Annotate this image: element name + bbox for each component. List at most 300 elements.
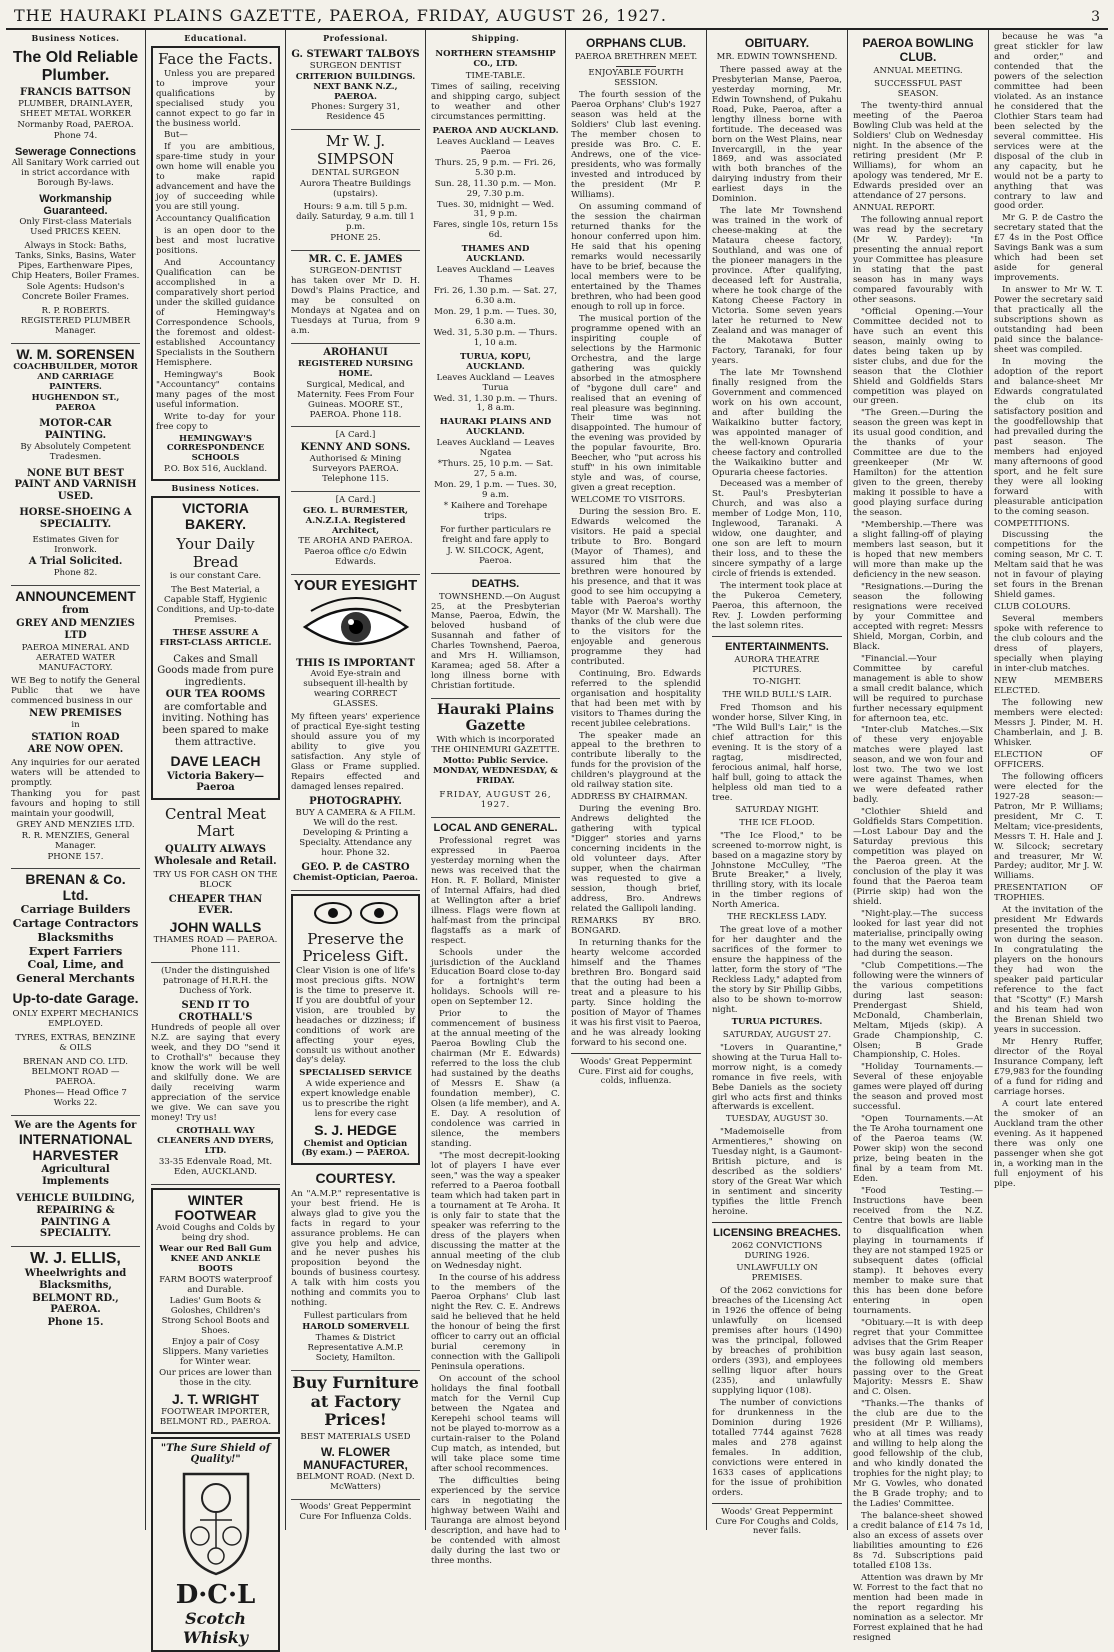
ad-line: has taken over Mr D. H. Dowd's Plains Practice, and may be consulted on Mondays at Ngatea and on Tuesdays at Turua, from 9 a.m. xyxy=(291,276,420,337)
ad-line: Thames & District Representative A.M.P. Society, Hamilton. xyxy=(307,1333,404,1364)
ad-name: GEO. P. de CASTRO xyxy=(301,861,410,873)
section-label: Business Notices. xyxy=(31,33,120,43)
article-paragraph: "Lovers in Quarantine," showing at the Turua Hall to-morrow night, is a comedy romance in five reels, with Bebe Daniels as the society girl who acts first and thinks afterwards is excellent. xyxy=(712,1042,842,1113)
ad-line: is an open door to the best and most lucrative positions. xyxy=(156,226,275,257)
ad-line: THESE ASSURE A FIRST-CLASS ARTICLE. xyxy=(159,627,272,648)
article-subheading: MR. EDWIN TOWNSHEND. xyxy=(716,51,838,62)
ad-name: AROHANUI xyxy=(323,347,388,359)
ad-subhead: Up-to-date Garage. xyxy=(12,989,139,1006)
ad-woods: Woods' Great Peppermint Cure For Coughs and Colds, never fails. xyxy=(715,1506,839,1537)
article-paragraph: In returning thanks for the hearty welcome accorded himself and the Thames brethren Bro. Bongard said that the outing had been a treat and a pleasure to his party. Since holding the position of Mayor of Thames it was his first visit to Paeroa, and he was already looking forward to his second one. xyxy=(571,937,701,1048)
ad-name: CROTHALL WAY CLEANERS AND DYERS, LTD. xyxy=(157,1126,274,1156)
ad-subhead: SPECIALISED SERVICE xyxy=(299,1068,412,1079)
ad-line: Coal, Lime, and xyxy=(27,958,124,972)
ad-harvester xyxy=(11,1116,140,1247)
column-2 xyxy=(146,30,286,1647)
ad-line: GREY AND MENZIES LTD. xyxy=(16,819,135,830)
card-arohanui xyxy=(291,344,420,427)
ad-subhead: THAMES AND AUCKLAND. xyxy=(461,244,530,265)
ad-subhead: Sewerage Connections xyxy=(14,145,137,158)
ad-headline: Your Daily Bread xyxy=(176,535,255,571)
ad-line: If you are ambitious, spare-time study in your own home will enable you to make rapid advancement and have the joy of succeeding while you are still young. xyxy=(156,142,275,213)
article-crosshead: REMARKS BY BRO. BONGARD. xyxy=(571,915,701,936)
ad-line: SURGEON-DENTIST xyxy=(309,265,402,276)
article-paragraph: "Thanks.—The thanks of the club are due to the president (Mr P. Williams), who at all times was ready and willing to help along the good fellowship of the club, and who kindly donated the trophies for the night play; to Mr G. Vowles, who donated the B Grade trophy; and to the Ladies' Committee. xyxy=(853,1399,983,1510)
ad-line: SURGEON DENTIST xyxy=(309,60,402,71)
ad-line: A wide experience and expert knowledge enable us to prescribe the right lens for every case xyxy=(300,1079,411,1120)
article-paragraph: Several members spoke with reference to the club colours and the dress of players, specially when playing in inter-club matches. xyxy=(994,614,1103,675)
article-paragraph: During the evening Bro. Andrews delighted the gathering with typical "Digger" stories and yarns concerning incidents in the old volunteer days. After supper, when the chairman was requested to give a session, though brief, address, Bro. Andrews related the Gallipoli landing. xyxy=(571,804,701,914)
ad-name: BRENAN & Co. Ltd. xyxy=(25,871,126,903)
article-subheading: AURORA THEATRE PICTURES. xyxy=(734,654,820,675)
ad-name: FRANCIS BATTSON xyxy=(20,87,131,99)
article-paragraph: The number of convictions for drunkenness in the Dominion during 1926 totalled 7744 against 7628 males and 278 against females. In addition, convictions were entered in 1633 cases of applications for the issue of prohibition orders. xyxy=(712,1397,842,1498)
ad-name: JOHN WALLS xyxy=(169,918,262,935)
ad-name: INTERNATIONAL HARVESTER xyxy=(18,1131,133,1163)
article-crosshead: ANNUAL REPORT. xyxy=(853,203,935,214)
card-burmester xyxy=(291,492,420,575)
ad-sorensen xyxy=(11,344,140,586)
ad-line: All Sanitary Work carried out in strict accordance with Borough By-laws. xyxy=(11,158,140,188)
ad-line: Carriage Builders xyxy=(20,903,131,917)
article-paragraph: The late Mr Townshend was trained in the work of cheese-making at the Mataura cheese factory, Southland, and was one of the pioneer managers in the province. After qualifying, deceased left for Australia, where he took charge of the Katong Cheese Factory in Victoria. Some seven years later he returned to New Zealand and was manager of the Makotawa Butter Factory, Taranaki, for four years. xyxy=(712,206,842,366)
ad-line: Victoria Bakery—Paeroa xyxy=(166,770,265,794)
ad-woods: Woods' Great Peppermint Cure For Influenza Colds. xyxy=(299,1501,412,1522)
article-paragraph: "The Green.—During the season the green was kept in its usual good condition, and the thanks of your Committee are due to the greenkeeper (Mr W. Hamilton) for the attention given to the green, thereby making it possible to have a good playing surface during the season. xyxy=(853,408,983,519)
ad-brenan xyxy=(11,869,140,1115)
ad-line: Avoid Coughs and Colds by being dry shod. xyxy=(156,1223,275,1244)
ad-line: PHONE 157. xyxy=(47,851,104,862)
ad-name: W. J. ELLIS, xyxy=(30,1249,121,1267)
ad-name: NORTHERN STEAMSHIP CO., LTD. xyxy=(435,49,556,70)
article-crosshead: CLUB COLOURS. xyxy=(994,602,1071,613)
ad-line: Fares, single 10s, return 15s 6d. xyxy=(432,220,559,241)
article-subheading: THE ICE FLOOD. xyxy=(739,817,815,828)
ad-line: Thurs. 25, 9 p.m. — Fri. 26, 5.30 p.m. xyxy=(435,157,556,178)
ad-line: Clear Vision is one of life's most precious gifts. NOW is the time to preserve it. If you are doubtful of your vision, are troubled by headaches or dizziness; if conditions of work are affecting your eyes, consult us without another day's delay. xyxy=(296,965,415,1066)
ad-name: GEO. L. BURMESTER, A.N.Z.I.A. Registered Architect, xyxy=(303,505,408,536)
article-paragraph: On assuming command of the session the chairman returned thanks for the honour conferred upon him. He said that his opening remarks would necessarily have to be brief, because the local members were to be entertained by the Thames brethren, who had been good enough to roll up in force. xyxy=(571,202,701,312)
ad-battson xyxy=(11,46,140,344)
ad-line: R. R. MENZIES, General Manager. xyxy=(21,830,130,851)
article-paragraph: Professional regret was expressed in Paeroa yesterday morning when the news was received that the Hon. R. F. Bollard, Minister of Internal Affairs, had died at Wellington after a brief illness. Flags were flown at half-mast from the principal flagstaffs as a mark of respect. xyxy=(431,835,560,946)
article-paragraph: "Club Competitions.—The following were the winners of the various competitions during last season: Prendergast Shield, McDonald, Chamberlain, Meltam, Mijeds (skip). A Grade Championship, C. Olsen; B Grade Championship, C. Holes. xyxy=(853,960,983,1061)
ad-subhead: THIS IS IMPORTANT xyxy=(296,657,415,669)
article-subheading: ENJOYABLE FOURTH SESSION. xyxy=(588,67,684,88)
article-paragraph: During the session Bro. E. Edwards welcomed the visitors. He paid a special tribute to Bro. Bongard (Mayor of Thames), and assured him that the brethren were honoured by his presence, and that it was good to see him occupying a table with Paeroa's worthy Mayor (Mr W. Marshall). The thanks of the club were due to the visitors for the enjoyable and generous programme they had contributed. xyxy=(571,507,701,667)
ad-line: from xyxy=(62,605,89,617)
ad-line: With which is incorporated THE OHINEMURI GAZETTE. xyxy=(431,734,560,755)
ad-woods: Woods' Great Peppermint Cure. First aid for coughs, colds, influenza. xyxy=(578,1056,694,1087)
ad-line: FARM BOOTS waterproof and Durable. xyxy=(159,1274,272,1295)
ad-line: MONDAY, WEDNESDAY, & FRIDAY. xyxy=(433,766,558,787)
ad-hedge xyxy=(291,894,420,1165)
ad-name: HEMINGWAY'S CORRESPONDENCE SCHOOLS xyxy=(166,433,265,464)
article-crosshead: ADDRESS BY CHAIRMAN. xyxy=(571,792,688,803)
article-paragraph: "The most decrepit-looking lot of players I have ever seen," was the way a speaker referred to a Paeroa football team which had taken part in a tournament at Te Aroha. It is only fair to state that the speaker was referring to the dress of the players when discussing the matter at the annual meeting of the club on Wednesday night. xyxy=(431,1150,560,1271)
ad-line: Mon. 29, 1 p.m. — Tues. 30, 6.30 a.m. xyxy=(434,306,557,327)
article-paragraph: Mr Henry Ruffer, director of the Royal Insurance Company, left £79,983 for the founding of a fund for riding and carriage horses. xyxy=(994,1036,1103,1097)
ad-line: Only First-class Materials Used PRICES KEEN. xyxy=(19,217,132,238)
ad-headline: YOUR EYESIGHT xyxy=(293,577,418,595)
ad-line: Any inquiries for our aerated waters will be attended to promptly. xyxy=(11,757,140,788)
death-notice: TOWNSHEND.—On August 25, at the Presbyterian Manse, Paeroa, Edwin, the beloved husband of Susannah and father of Charles Townshend, Paeroa, and Mrs H. Williamson, Karamea; aged 58. After a long illness borne with Christian fortitude. xyxy=(431,591,560,692)
ad-line: Phones: Surgery 31, Residence 45 xyxy=(311,102,400,123)
ad-name: W. FLOWER MANUFACTURER, xyxy=(303,1444,408,1472)
article-subheading: 2062 CONVICTIONS DURING 1926. xyxy=(731,1240,823,1261)
ad-line: Hundreds of people all over N.Z. are saying that every week, and they DO "send it to Crothall's" because they know the work will be well and skilfully done. We are daily receiving warm appreciation of the service we give. We can save you money! Try us! xyxy=(151,1023,280,1124)
article-paragraph: The great love of a mother for her daughter and the sacrifices of the former to ensure the happiness of the latter, form the story of "The Reckless Lady," adapted from the story by Sir Phillip Gibbs, also to be shown to-morrow night. xyxy=(712,925,842,1015)
ad-line: VEHICLE BUILDING, REPAIRING & PAINTING A SPECIALITY. xyxy=(16,1193,135,1240)
ad-line: HORSE-SHOEING A SPECIALITY. xyxy=(19,507,132,530)
ad-line: Avoid Eye-strain and subsequent ill-health by wearing CORRECT GLASSES. xyxy=(303,669,408,710)
article-heading: PAEROA BOWLING CLUB. xyxy=(862,36,974,64)
article-paragraph: "Resignations.—During the season the following resignations were received by your Committee and accepted with regret: Messrs Shield, Morgan, Corbin, and Black. xyxy=(853,581,983,652)
ad-line: HUGHENDON ST., PAEROA xyxy=(31,392,120,413)
ad-line: FOOTWEAR IMPORTER, BELMONT RD., PAEROA. xyxy=(159,1406,272,1427)
article-paragraph: "The Ice Flood," to be screened to-morrow night, is based on a magazine story by Johnstone McCulley, "The Brute Breaker," a lively, thrilling story, with its locale in the timber regions of North America. xyxy=(712,830,842,911)
article-paragraph: "Financial.—Your Committee by careful management is able to show a small credit balance, which will be required to purchase further necessary equipment for afternoon tea, etc. xyxy=(853,653,983,724)
ad-line: Phone 74. xyxy=(53,130,98,141)
ad-winter-footwear xyxy=(151,1188,280,1434)
ad-eyesight xyxy=(291,575,420,891)
ad-line: J. W. SILCOCK, Agent, Paeroa. xyxy=(447,545,544,566)
ad-line: BELMONT ROAD. (Next D. McWatters) xyxy=(296,1472,415,1492)
ad-name: S. J. HEDGE xyxy=(314,1122,397,1139)
ad-line: Cartage Contractors xyxy=(12,917,139,930)
ad-headline: Central Meat Mart xyxy=(165,804,266,841)
ad-line: TYRES, EXTRAS, BENZINE & OILS xyxy=(15,1033,136,1054)
ad-line: Wed. 31, 1.30 p.m. — Thurs. 1, 8 a.m. xyxy=(433,393,558,414)
ad-line: Expert Farriers xyxy=(28,944,123,958)
ad-line: STATION ROAD xyxy=(31,731,120,743)
ad-name: G. STEWART TALBOYS xyxy=(291,49,420,61)
article-subheading: TURUA PICTURES. xyxy=(731,1016,823,1027)
ad-name: J. T. WRIGHT xyxy=(171,1390,260,1407)
ad-line: Enjoy a pair of Cosy Slippers. Many varieties for Winter wear. xyxy=(162,1336,269,1367)
ad-line: CRITERION BUILDINGS. NEXT BANK N.Z., PAEROA. xyxy=(295,71,416,102)
ad-headline: SEND IT TO CROTHALL'S xyxy=(178,1000,253,1023)
ad-line: WE Beg to notify the General Public that we have commenced business in our xyxy=(11,676,140,707)
ad-line: NONE BUT BEST PAINT AND VARNISH USED. xyxy=(14,467,137,502)
ad-line: Always in Stock: Baths, Tanks, Sinks, Basins, Water Pipes, Earthenware Pipes, Chip Heaters, Boiler Frames. xyxy=(11,241,140,281)
ad-line: *Thurs. 25, 10 p.m. — Sat. 27, 5 a.m. xyxy=(437,459,554,480)
ad-tagline: Scotch Whisky xyxy=(182,1609,249,1647)
ad-hemingway xyxy=(151,46,280,481)
article-paragraph: The fourth session of the Paeroa Orphans' Club's 1927 season was held at the Soldiers' Club last evening. The member chosen to preside was Bro. C. E. Andrews, one of the vice-presidents, who was formally invested and introduced by the president (Mr P. Williams). xyxy=(571,90,701,201)
article-subheading: ANNUAL MEETING. xyxy=(873,65,963,76)
ad-flower xyxy=(291,1371,420,1500)
ad-line: PHONE 25. xyxy=(330,232,381,243)
ad-name: VICTORIA BAKERY. xyxy=(182,500,249,532)
ad-line: ARE NOW OPEN. xyxy=(27,744,124,756)
article-subheading: SATURDAY NIGHT. xyxy=(735,804,819,815)
article-paragraph: In answer to Mr W. T. Power the secretary said that practically all the subscriptions shown as outstanding had been paid since the balance-sheet was compiled. xyxy=(994,285,1103,356)
ad-line: Sole Agents: Hudson's Concrete Boiler Frames. xyxy=(21,281,130,302)
article-crosshead: PRESENTATION OF TROPHIES. xyxy=(994,883,1103,904)
column-7 xyxy=(848,30,989,1643)
article-paragraph: "Night-play.—The success looked for last year did not materialise, principally owing to the many wet evenings we had during the season. xyxy=(853,908,983,959)
paper-name: Hauraki Plains Gazette xyxy=(436,702,555,735)
article-heading: LICENSING BREACHES. xyxy=(713,1227,841,1240)
section-label: Shipping. xyxy=(471,33,520,43)
page-number: 3 xyxy=(1091,9,1100,25)
ad-headline: Preserve the Priceless Gift. xyxy=(302,929,409,966)
ad-line: DENTAL SURGEON xyxy=(311,168,400,179)
ad-line: NEW PREMISES xyxy=(29,708,122,720)
masthead xyxy=(6,4,1108,30)
ad-grey-menzies xyxy=(11,586,140,869)
column-5 xyxy=(566,30,707,1530)
article-heading: LOCAL AND GENERAL. xyxy=(433,822,558,835)
ad-line: Aurora Theatre Buildings (upstairs). xyxy=(300,179,411,200)
dcl-logo: D·C·L xyxy=(175,1580,256,1611)
ad-line: Agricultural Implements xyxy=(41,1164,110,1187)
ad-subhead: HAURAKI PLAINS AND AUCKLAND. xyxy=(439,417,552,438)
article-paragraph: A court late entered the smoker of an Auckland tram the other evening. As it happened there was only one passenger when she got in, a working man in the full enjoyment of his pipe. xyxy=(994,1098,1103,1189)
ad-line: Hemingway's Book "Accountancy" contains many pages of the most useful information. xyxy=(156,369,275,410)
ad-name: W. M. SORENSEN xyxy=(16,345,135,362)
ad-line: My fifteen years' experience of practical Eye-sight testing should assure you of my ability to give you satisfaction. Any style of Glass or Frame supplied. Repairs effected and damaged lenses repaired. xyxy=(291,712,420,793)
ad-line: CHEAPER THAN EVER. xyxy=(168,893,263,917)
ad-line: MOTOR-CAR PAINTING. xyxy=(39,418,112,442)
ad-line: [A Card.] xyxy=(335,494,376,505)
article-paragraph: The following annual report was read by the secretary (Mr W. Pardey): "In presenting the annual report your Committee has pleasure in stating that the past season has in many ways compared favourably with other seasons. xyxy=(853,215,983,305)
card-james xyxy=(291,251,420,344)
ad-line: (Under the distinguished patronage of H.R.H. the Duchess of York. xyxy=(160,966,271,997)
ad-line: Thanking you for past favours and hoping to still maintain your goodwill, xyxy=(11,788,140,819)
article-paragraph: Discussing the competitions for the coming season, Mr C. T. Meltam said that he was not in favour of playing set fours in the Brenan Shield games. xyxy=(994,530,1103,601)
article-paragraph: In moving the adoption of the report and balance-sheet Mr Edwards congratulated the club on its satisfactory position and the goodfellowship that had prevailed during the past season. The members had enjoyed many afternoons of good sport, and he felt sure they were all looking forward with pleasurable anticipation to the coming season. xyxy=(994,357,1103,517)
ad-line: BUY A CAMERA & A FILM. We will do the rest. Developing & Printing a Specialty. Attendance any hour. Phone 32. xyxy=(295,807,416,858)
ad-dcl-whisky xyxy=(151,1437,280,1652)
ad-line: Leaves Auckland — Leaves Turua xyxy=(436,372,555,393)
ad-subhead: PHOTOGRAPHY. xyxy=(309,796,402,808)
ad-line: Surgical, Medical, and Maternity. Fees From Four Guineas. MOORE ST., PAEROA. Phone 118. xyxy=(297,379,414,420)
article-paragraph: The following officers were elected for the 1927-28 season:—Patron, Mr P. Williams; president, Mr C. T. Meltam; vice-presidents, Messrs T. H. Hale and J. W. Silcock; secretary and treasurer, Mr W. Pardey; auditor, Mr J. W. Williams. xyxy=(994,771,1103,882)
article-paragraph: On account of the school holidays the final football match for the Vernil Cup between the Ngatea and Kerepehi school teams will not be played to-morrow as a curtain-raiser to the Poland Cup match, as intended, but will take place some time after school recommences. xyxy=(431,1374,560,1474)
article-paragraph: "Food Testing.—Instructions have been received from the N.Z. Centre that bowls are liable to disqualification when playing in tournaments if they are not stamped 1925 or subsequent dates (official stamp). It behoves every member to make sure that this has been done before entering in open tournaments. xyxy=(853,1186,983,1316)
ad-ellis xyxy=(11,1247,140,1335)
article-paragraph: "Inter-club Matches.—Six of these very enjoyable matches were played last season, and we won four and lost two. The two we lost were against Thames, when we were defeated rather badly. xyxy=(853,725,983,806)
article-paragraph: At the invitation of the president Mr Edwards presented the trophies won during the season. In congratulating the players on the honours they had won the speaker paid particular reference to the fact that "Scotty" (F.) Marsh and his team had won the Brenan Shield two years in succession. xyxy=(994,905,1103,1035)
ad-headline: Buy Furniture at Factory Prices! xyxy=(292,1373,419,1430)
column-8 xyxy=(989,30,1108,1530)
article-paragraph: The twenty-third annual meeting of the Paeroa Bowling Club was held at the Soldiers' Club on Wednesday night. In the absence of the retiring president (Mr P. Williams), for whom an apology was tendered, Mr E. Edwards presided over an attendance of 27 persons. xyxy=(853,101,983,202)
ad-line: Cakes and Small Goods made from pure ingredients. xyxy=(157,653,274,688)
article-subheading: TO-NIGHT. xyxy=(753,677,801,688)
ad-line: Chemist-Optician, Paeroa. xyxy=(292,873,419,884)
ad-name: Mr W. J. SIMPSON xyxy=(316,132,395,168)
article-paragraph: "Holiday Tournaments.—Several of these enjoyable games were played off during the season and proved most successful. xyxy=(853,1062,983,1113)
ad-subhead: Workmanship Guaranteed. xyxy=(39,192,112,218)
eyes-icon xyxy=(311,899,401,927)
ad-line: R. P. ROBERTS. REGISTERED PLUMBER Manager. xyxy=(20,305,131,336)
article-paragraph: "Obituary.—It is with deep regret that your Committee advises that the Grim Reaper was busy again last season, the following old members passing over to the Great Majority: Messrs E. Shaw and C. Olsen. xyxy=(853,1317,983,1398)
ad-line: And Accountancy Qualification can be accomplished in a comparatively short period under the skilled guidance of Hemingway's Correspondence Schools, the foremost and oldest-established Accountancy Specialists in the Southern Hemisphere. xyxy=(156,258,275,368)
ad-name: GREY AND MENZIES LTD xyxy=(16,618,135,641)
article-subheading: UNLAWFULLY ON PREMISES. xyxy=(736,1263,818,1284)
ad-line: TRY US FOR CASH ON THE BLOCK xyxy=(153,869,278,890)
article-paragraph: The late Mr Townshend finally resigned from the Government and commenced work on his own account, and after building the Waikaikino butter factory, was appointed manager of the well-known Opuraria cheese factory and controlled the Waikaikino butter and Opuraria cheese factories. xyxy=(712,367,842,478)
section-label: Educational. xyxy=(184,33,247,43)
article-crosshead: WELCOME TO VISITORS. xyxy=(571,495,686,506)
ad-crothall xyxy=(151,963,280,1184)
article-paragraph: The difficulties being experienced by the service cars in negotiating the highway between Waihi and Tauranga are almost beyond description, and have had to be contended with almost daily during the last two or three months. xyxy=(431,1475,560,1566)
article-heading: ORPHANS CLUB. xyxy=(585,36,686,50)
ad-line: BRENAN AND CO. LTD. BELMONT ROAD — PAEROA. xyxy=(22,1057,129,1087)
article-crosshead: ELECTION OF OFFICERS. xyxy=(994,749,1103,770)
ad-line: Unless you are prepared to improve your qualifications by specialised study you cannot expect to go far in the business world. xyxy=(156,68,275,129)
ad-line: We are the Agents for xyxy=(14,1119,137,1131)
article-paragraph: Schools under the jurisdiction of the Auckland Education Board close to-day for a fortnight's term holidays. Schools will re-open on September 12. xyxy=(431,947,560,1008)
card-simpson xyxy=(291,130,420,251)
ad-name: HAROLD SOMERVELL xyxy=(302,1322,409,1333)
article-paragraph: Prior to the commencement of business at the annual meeting of the Paeroa Bowling Club the chairman (Mr E. Edwards) referred to the loss the club had sustained by the deaths of Messrs E. Shaw (a foundation member), C. Olsen (a life member), and A. E. Day. A resolution of condolence was carried in silence, the members standing. xyxy=(431,1009,560,1149)
ad-line: Wheelwrights and Blacksmiths, xyxy=(24,1268,127,1291)
ad-line: Leaves Auckland — Leaves Paeroa xyxy=(436,136,555,157)
ad-line: in xyxy=(71,719,80,730)
ad-meat-mart xyxy=(151,803,280,963)
ad-line: are comfortable and inviting. Nothing has been spared to make them attractive. xyxy=(162,701,269,748)
ad-line: * Kaihere and Torehape trips. xyxy=(443,500,548,521)
card-kenny xyxy=(291,427,420,491)
article-paragraph: Attention was drawn by Mr W. Forrest to the fact that no mention had been made in the report regarding his nomination as a selector. Mr Forrest explained that he had resigned xyxy=(853,1572,983,1643)
article-paragraph: The following new members were elected: Messrs J. Pinder, M. H. Chamberlain, and J. B. Whisker. xyxy=(994,697,1103,748)
article-paragraph: Mr G. P. de Castro the secretary stated that the £7 4s in the Post Office Savings Bank was a sum which had been set aside for general improvements. xyxy=(994,213,1103,284)
article-subheading: THE WILD BULL'S LAIR. xyxy=(722,690,832,701)
ad-line: OUR TEA ROOMS xyxy=(165,689,266,701)
ad-line: Wholesale and Retail. xyxy=(154,856,277,868)
ad-line: Authorised & Mining Surveyors PAEROA. Telephone 115. xyxy=(309,454,402,484)
ad-line: TE AROHA AND PAEROA. xyxy=(298,536,413,547)
column-6 xyxy=(707,30,848,1537)
ad-line: REGISTERED NURSING HOME. xyxy=(298,358,413,379)
article-paragraph: Fred Thomson and his wonder horse, Silver King, in "The Wild Bull's Lair," is the chief attraction for this evening. It is the story of a ragtag, misdirected, ferocious animal, half horse, half bull, going to attack the helpless old man tied to a tree. xyxy=(712,703,842,803)
ad-shipping xyxy=(431,46,560,574)
ad-victoria-bakery xyxy=(151,496,280,799)
article-paragraph: Continuing, Bro. Edwards referred to the splendid organisation and hospitality that had been met with by visitors to Thames during the recent jubilee celebrations. xyxy=(571,668,701,729)
ad-line: PAEROA MINERAL AND AERATED WATER MANUFACTORY. xyxy=(21,643,130,674)
ad-line: The Best Material, a Capable Staff, Hygienic Conditions, and Up-to-date Premises. xyxy=(156,584,275,625)
article-paragraph: The speaker made an appeal to the brethren to contribute liberally to the funds for the provision of the children's playground at the old railway station site. xyxy=(571,730,701,791)
ad-line: P.O. Box 516, Auckland. xyxy=(163,464,268,475)
ad-line: Wear our Red Ball Gum KNEE AND ANKLE BOOTS xyxy=(159,1244,272,1274)
article-subheading: SATURDAY, AUGUST 27. xyxy=(722,1029,832,1040)
article-paragraph: The interment took place at the Pukeroa Cemetery, Paeroa, this afternoon, the Rev. J. Lowden performing the last solemn rites. xyxy=(712,581,842,632)
ad-line: BELMONT RD., PAEROA. xyxy=(32,1292,119,1316)
masthead-title: THE HAURAKI PLAINS GAZETTE, PAEROA, FRIDAY, AUGUST 26, 1927. xyxy=(14,6,667,25)
section-label: Business Notices. xyxy=(171,483,260,494)
column-3 xyxy=(286,30,426,1530)
column-4 xyxy=(426,30,566,1566)
ad-line: Leaves Auckland — Leaves Ngatea xyxy=(436,438,555,459)
ad-line: Write to-day for your free copy to xyxy=(156,411,275,432)
article-subheading: THE RECKLESS LADY. xyxy=(727,912,827,923)
article-paragraph: The musical portion of the programme opened with an inspiriting couple of selections by the Harmonic Orchestra, and the large gathering was quickly absorbed in the atmosphere of "bygone dull care" and realised that an evening of real pleasure was beginning. Their time was not disappointed. The humour of the evening was provided by the popular favourite, Bro. Beecher, who "put across his stuff" in his own inimitable style and was, of course, given a great reception. xyxy=(571,313,701,494)
article-paragraph: "Clothier Shield and Goldfields Stars Competition.—Lost Labour Day and the Saturday previous this competition was played on the Paeroa green. At the conclusion of the play it was found that the Paeroa team (Pirrie skip) had won the shield. xyxy=(853,807,983,907)
article-paragraph: The balance-sheet showed a credit balance of £14 7s 1d, also an excess of assets over liabilities amounting to £26 8s 7d. Subscriptions paid totalled £108 13s. xyxy=(853,1511,983,1571)
ad-line: Mon. 29, 1 p.m. — Tues. 30, 9 a.m. xyxy=(434,480,557,500)
ad-name: KENNY AND SONS. xyxy=(300,442,411,454)
ad-line: Fullest particulars from xyxy=(303,1311,408,1322)
ad-line: BEST MATERIALS USED xyxy=(300,1431,411,1442)
card-talboys xyxy=(291,46,420,130)
ad-headline: COURTESY. xyxy=(315,1170,396,1187)
ad-name: MR. C. E. JAMES xyxy=(308,253,403,265)
ad-line: Sun. 28, 11.30 p.m. — Mon. 29, 7.30 p.m. xyxy=(434,178,557,199)
ad-headline: The Old Reliable Plumber. xyxy=(12,49,139,84)
article-heading: OBITUARY. xyxy=(744,36,810,50)
ad-line: 33-35 Edenvale Road, Mt. Eden, AUCKLAND. xyxy=(158,1156,273,1177)
ad-line: Leaves Auckland — Leaves Thames xyxy=(436,265,555,286)
ad-line: TIME-TABLE. xyxy=(465,70,526,81)
dateline: FRIDAY, AUGUST 26, 1927. xyxy=(439,790,552,811)
article-paragraph: "Official Opening.—Your Committee decided not to have such an event this season, mainly owing to dates being taken up by sister clubs, and due for the season that the Clothier Shield and Goldfields Stars competition was played on our green. xyxy=(853,306,983,407)
ad-headline: WINTER FOOTWEAR xyxy=(174,1191,257,1223)
article-paragraph: Of the 2062 convictions for breaches of the Licensing Act in 1926 the offence of being unlawfully on licensed premises after hours (1490) was the principal, followed by breaches of prohibition orders (393), and employees selling liquor after hours (235), and unlawfully supplying liquor (108). xyxy=(712,1286,842,1396)
ad-line: Motto: Public Service. xyxy=(442,755,549,766)
ad-line: Estimates Given for Ironwork. xyxy=(32,534,119,555)
section-label: Professional. xyxy=(323,33,388,43)
ad-line: [A Card.] xyxy=(335,430,376,441)
ad-headline: Face the Facts. xyxy=(158,50,273,69)
shield-crest-icon xyxy=(176,1468,256,1578)
ad-line: Blacksmiths xyxy=(37,930,114,944)
ad-line: Paeroa office c/o Edwin Edwards. xyxy=(304,547,407,568)
ad-line: Chemist and Optician (By exam.) — PAEROA. xyxy=(301,1138,410,1159)
ad-name: DAVE LEACH xyxy=(170,753,261,770)
ad-line: Phone 82. xyxy=(53,568,98,579)
ad-headline: "The Sure Shield of Quality!" xyxy=(160,1442,271,1466)
article-paragraph: because he was "a great stickler for law and order," and contended that the powers of the selection committee had been violated. As an instance he considered that the Clothier Stars team had been selected by the several committee. His services were at the disposal of the club in any capacity, but he would not be a party to anything that was contrary to law and good order. xyxy=(994,32,1103,212)
article-paragraph: "Membership.—There was a slight falling-off of playing members last season, but it is hoped that new members will more than make up the deficiency in the new season. xyxy=(853,520,983,580)
article-heading: ENTERTAINMENTS. xyxy=(725,641,829,654)
ad-line: QUALITY ALWAYS xyxy=(165,843,266,855)
article-crosshead: COMPETITIONS. xyxy=(994,518,1070,529)
ad-line: Times of sailing, receiving and shipping cargo, subject to weather and other circumstances permitting. xyxy=(431,81,560,122)
ad-line: Our prices are lower than those in the city. xyxy=(159,1367,272,1388)
ad-line: ONLY EXPERT MECHANICS EMPLOYED. xyxy=(12,1009,139,1030)
ad-line: An "A.M.P." representative is your best friend. He is always glad to give you the facts in regard to your assurance problems. He can give you help and advice, and he never pushes his proposition beyond the bounds of business courtesy. A talk with him costs you nothing and commits you to nothing. xyxy=(291,1188,420,1309)
ad-subhead: PAEROA AND AUCKLAND. xyxy=(432,125,559,136)
column-1 xyxy=(6,30,146,1530)
ad-line: is our constant Care. xyxy=(169,570,262,581)
ad-line: General Merchants xyxy=(16,972,135,985)
deaths-heading: DEATHS. xyxy=(471,577,520,590)
ad-line: For further particulars re freight and fare apply to xyxy=(440,524,551,545)
ad-line: Hours: 9 a.m. till 5 p.m. daily. Saturday, 9 a.m. till 1 p.m. xyxy=(296,202,415,232)
ad-line: THAMES ROAD — PAEROA. Phone 111. xyxy=(153,935,278,956)
ad-line: Tues. 30, midnight — Wed. 31, 9 p.m. xyxy=(436,199,555,220)
article-subheading: PAEROA BRETHREN MEET. xyxy=(574,51,698,62)
article-subheading: TUESDAY, AUGUST 30. xyxy=(725,1114,829,1125)
ad-line: Fri. 26, 1.30 p.m. — Sat. 27, 6.30 a.m. xyxy=(433,286,558,306)
ad-line: Phone 15. xyxy=(47,1316,104,1328)
ad-line: Ladies' Gum Boots & Goloshes, Children's Strong School Boots and Shoes. xyxy=(161,1295,270,1336)
ad-line: Normanby Road, PAEROA. xyxy=(17,119,134,130)
article-subheading: SUCCESSFUL PAST SEASON. xyxy=(874,78,962,99)
gazette-nameplate xyxy=(431,699,560,818)
ad-headline: ANNOUNCEMENT xyxy=(15,588,136,605)
ad-line: But— xyxy=(164,130,188,141)
eye-icon xyxy=(301,599,411,654)
ad-line: Accountancy Qualification xyxy=(156,214,271,225)
article-paragraph: There passed away at the Presbyterian Manse, Paeroa, yesterday morning, Mr. Edwin Townshend, of Pukahu Road, Puke, Paeroa, after a lengthy illness borne with fortitude. The deceased was born on the West Plains, near Invercargill, in the year 1869, and was associated with both branches of the dairying industry from their earliest days in the Dominion. xyxy=(712,64,842,205)
article-paragraph: "Open Tournaments.—At the Te Aroha tournament one of the Paeroa teams (W. Power skip) won the second prize, being beaten in the final by a team from Mt. Eden. xyxy=(853,1114,983,1185)
ad-line: Phones— Head Office 7 Works 22. xyxy=(24,1087,127,1108)
ad-subhead: TURUA, KOPU, AUCKLAND. xyxy=(459,351,531,372)
